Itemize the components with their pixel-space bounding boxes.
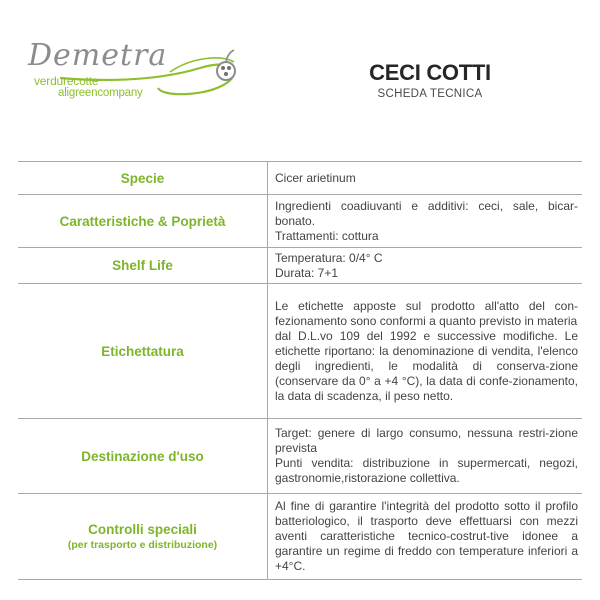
row-label: Controlli speciali	[88, 522, 197, 537]
page-subtitle: SCHEDA TECNICA	[377, 88, 483, 100]
row-label: Shelf Life	[18, 248, 268, 284]
company-logo	[20, 38, 245, 108]
row-label: Specie	[18, 162, 268, 195]
value-line: Trattamenti: cottura	[275, 228, 379, 243]
table-row	[18, 162, 582, 195]
row-sublabel: (per trasporto e distribuzione)	[67, 539, 218, 551]
value-line: Le etichette apposte sul prodotto all'atto del con-fezionamento sono conformi a quanto previsto in materia	[275, 298, 578, 328]
row-value	[268, 195, 583, 248]
row-value	[268, 494, 583, 580]
value-line: Temperatura: 0/4° C	[275, 250, 383, 265]
row-label: Etichettatura	[18, 284, 268, 419]
table-row	[18, 284, 582, 419]
table-row	[18, 248, 582, 284]
logo-brand-script: Demetra	[28, 38, 168, 73]
page-title: CECI COTTI	[369, 60, 491, 85]
logo-tagline-1: verdurecotte	[34, 74, 99, 88]
value-line: Target: genere di largo consumo, nessuna restri-zione prevista	[275, 426, 578, 455]
row-value	[268, 248, 583, 284]
row-value	[268, 419, 583, 494]
value-line: Al fine di garantire l'integrità del prodotto sotto il profilo batteriologico, il trasporto deve effettuarsi con mezzi aventi caratteristiche tecnico-costrut-tive idonee a garantire un regime di freddo con temperature inferiori a +4°C.	[275, 499, 578, 573]
value-line: Ingredienti coadiuvanti e additivi: ceci, sale, bicar-bonato.	[275, 198, 578, 228]
value-line: Durata: 7+1	[275, 265, 339, 280]
row-label-with-sublabel	[18, 494, 268, 580]
row-label: Caratteristiche & Poprietà	[18, 195, 268, 248]
table-row	[18, 419, 582, 494]
table-row	[18, 494, 582, 580]
value-line: Cicer arietinum	[275, 170, 356, 185]
row-value	[268, 284, 583, 419]
table-row	[18, 195, 582, 248]
value-line: dal D.L.vo 109 del 1992 e successive modifiche. Le etichette riportano: la denominazione di vendita, l'elenco degli ingredienti, le modalità di conserva-zione (conservare da 0° a +4 °C), la data di confe-zionamento, la data di scadenza, il peso netto.	[275, 328, 578, 403]
spec-table	[18, 161, 582, 580]
value-line: Punti vendita: distribuzione in supermercati, negozi, gastronomie,ristorazione collettiva.	[275, 456, 578, 485]
logo-tagline-2: aligreencompany	[58, 87, 143, 99]
row-value	[268, 162, 583, 195]
row-label: Destinazione d'uso	[18, 419, 268, 494]
header	[350, 60, 510, 100]
